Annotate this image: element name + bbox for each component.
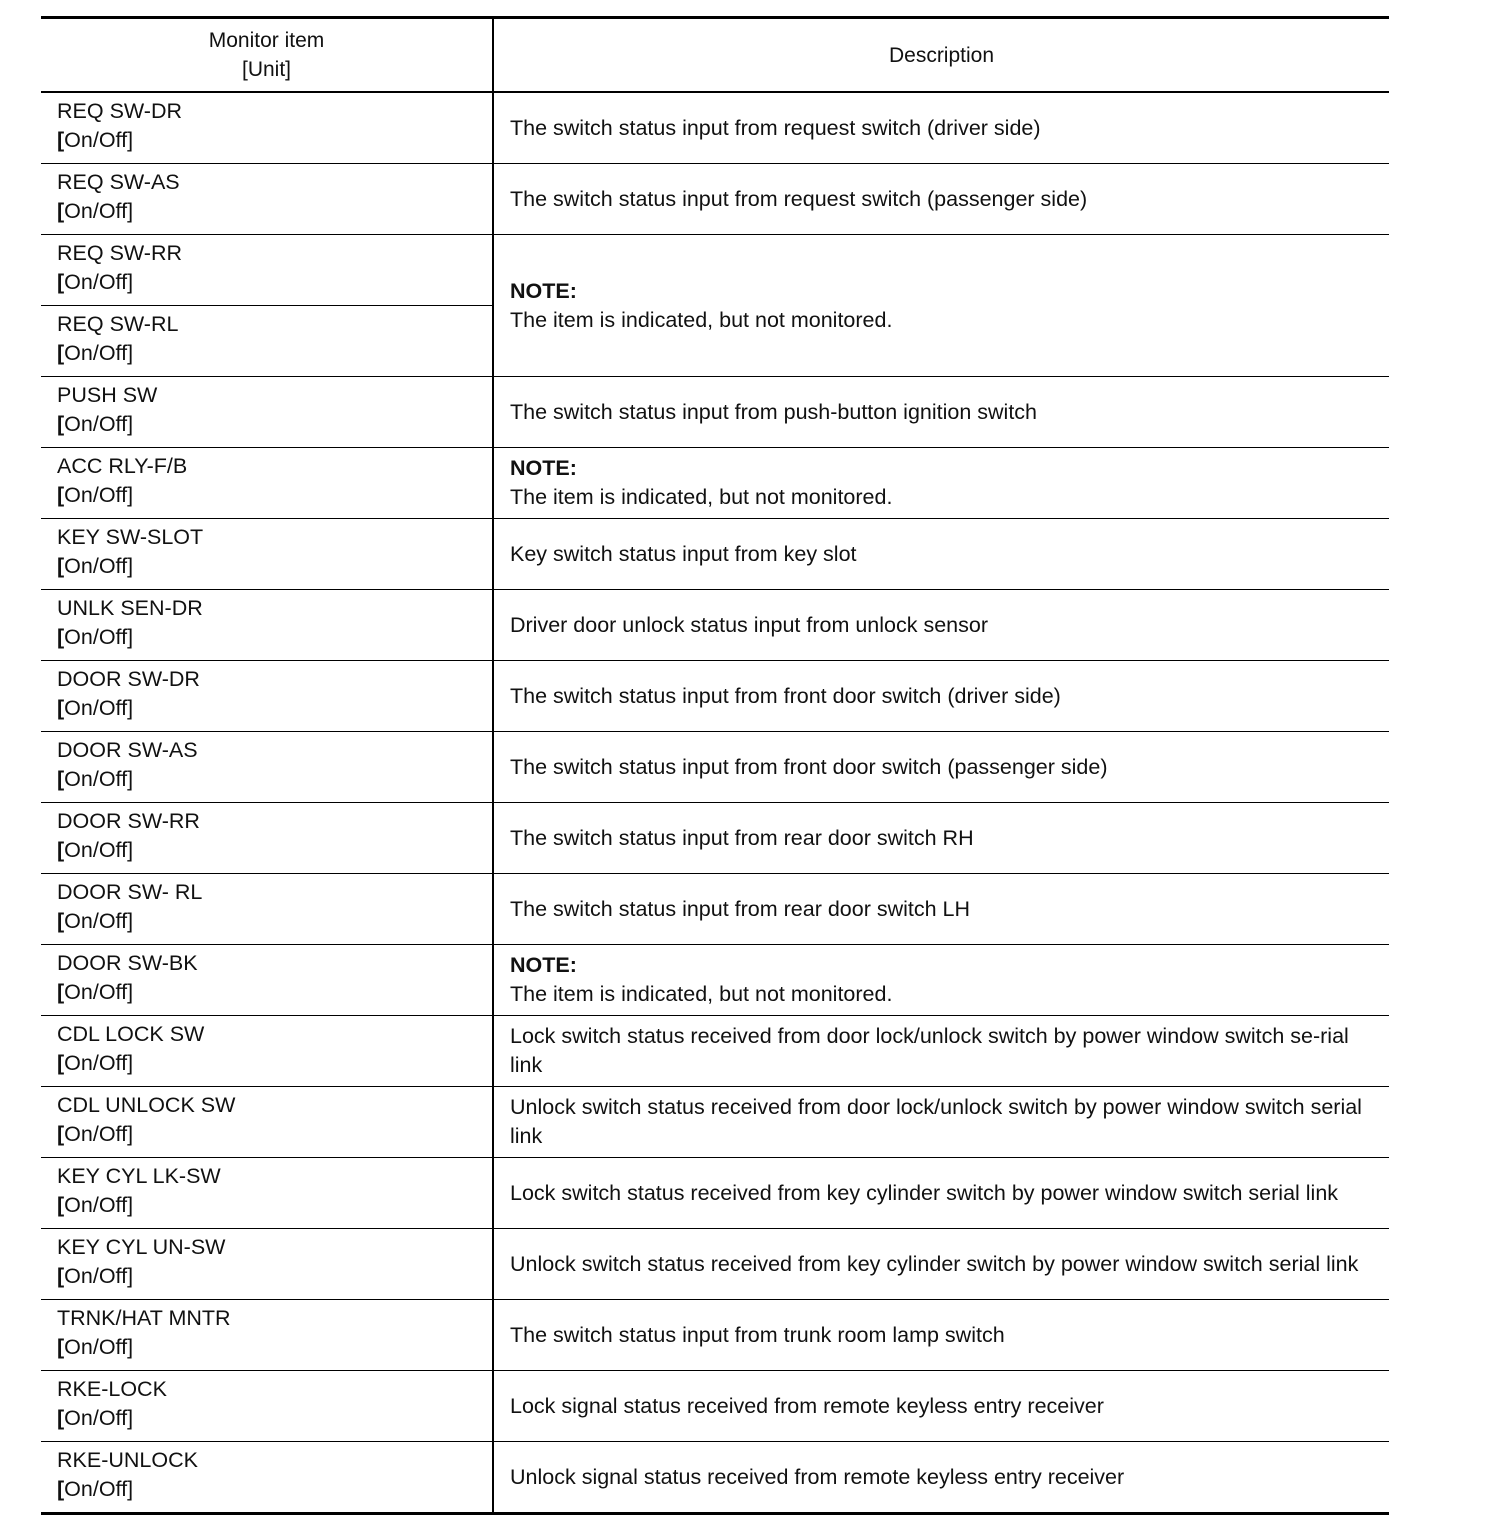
monitor-item-name: CDL UNLOCK SW [57, 1093, 236, 1117]
monitor-item-name: KEY CYL LK-SW [57, 1164, 221, 1188]
monitor-item-cell [41, 874, 493, 945]
description-cell [493, 732, 1389, 803]
monitor-item-unit: [On/Off] [57, 554, 134, 578]
monitor-item-unit: [On/Off] [57, 1051, 134, 1075]
monitor-item-name: DOOR SW-DR [57, 667, 200, 691]
description-text: Key switch status input from key slot [510, 541, 857, 566]
unit-value: On/Off [64, 128, 128, 152]
monitor-item-cell [41, 306, 493, 377]
table-row [41, 164, 1389, 235]
monitor-item-unit: [On/Off] [57, 909, 134, 933]
description-cell [493, 1158, 1389, 1229]
monitor-item-name: REQ SW-RL [57, 312, 179, 336]
monitor-item-unit: [On/Off] [57, 625, 134, 649]
monitor-item-name: ACC RLY-F/B [57, 454, 188, 478]
monitor-item-unit: [On/Off] [57, 1193, 134, 1217]
note-label: NOTE: [510, 953, 577, 977]
monitor-item-cell [41, 1158, 493, 1229]
table-row [41, 590, 1389, 661]
table-row [41, 235, 1389, 306]
table-row [41, 1300, 1389, 1371]
note-label: NOTE: [510, 278, 577, 303]
monitor-item-cell [41, 1442, 493, 1514]
description-cell [493, 1371, 1389, 1442]
note-text: The item is indicated, but not monitored. [510, 485, 893, 509]
unit-value: On/Off [64, 1335, 128, 1359]
monitor-item-unit: [On/Off] [57, 980, 134, 1004]
monitor-item-name: DOOR SW-BK [57, 951, 198, 975]
table-row [41, 92, 1389, 164]
table-row [41, 1016, 1389, 1087]
description-text: The switch status input from push-button ignition switch [510, 399, 1038, 424]
monitor-item-cell [41, 1229, 493, 1300]
monitor-item-cell [41, 164, 493, 235]
description-cell [493, 1016, 1389, 1087]
table-row [41, 1229, 1389, 1300]
monitor-item-name: REQ SW-RR [57, 241, 183, 265]
table-row [41, 732, 1389, 803]
description-cell [493, 590, 1389, 661]
monitor-item-name: TRNK/HAT MNTR [57, 1306, 231, 1330]
monitor-item-unit: [On/Off] [57, 696, 134, 720]
description-cell [493, 1300, 1389, 1371]
monitor-item-name: PUSH SW [57, 383, 158, 407]
monitor-item-header-line1: Monitor item [208, 29, 325, 52]
monitor-item-unit: [On/Off] [57, 767, 134, 791]
description-cell [493, 874, 1389, 945]
monitor-item-name: RKE-LOCK [57, 1377, 167, 1401]
table-row [41, 874, 1389, 945]
monitor-item-cell [41, 235, 493, 306]
description-cell [493, 1087, 1389, 1158]
monitor-item-name: REQ SW-DR [57, 99, 183, 123]
description-text: Unlock signal status received from remote keyless entry receiver [510, 1464, 1125, 1489]
monitor-item-name: DOOR SW- RL [57, 880, 203, 904]
unit-value: On/Off [64, 909, 128, 933]
monitor-item-unit: [On/Off] [57, 1406, 134, 1430]
description-text: The switch status input from front door switch (passenger side) [510, 754, 1108, 779]
header-row [41, 18, 1389, 93]
description-text: Lock switch status received from door lock/unlock switch by power window switch se-rial link [510, 1024, 1349, 1077]
monitor-item-unit: [On/Off] [57, 483, 134, 507]
description-cell [493, 235, 1389, 377]
monitor-item-cell [41, 1371, 493, 1442]
monitor-item-name: DOOR SW-RR [57, 809, 200, 833]
monitor-item-unit: [On/Off] [57, 1264, 134, 1288]
description-text: The switch status input from front door switch (driver side) [510, 683, 1061, 708]
description-cell [493, 164, 1389, 235]
monitor-item-unit: [On/Off] [57, 128, 134, 152]
description-cell [493, 448, 1389, 519]
table-row [41, 377, 1389, 448]
note-text: The item is indicated, but not monitored. [510, 307, 893, 332]
monitor-item-cell [41, 732, 493, 803]
description-cell [493, 945, 1389, 1016]
description-text: The switch status input from request switch (driver side) [510, 115, 1041, 140]
monitor-item-cell [41, 803, 493, 874]
description-text: The switch status input from rear door switch LH [510, 896, 971, 921]
description-text: Lock switch status received from key cylinder switch by power window switch serial link [510, 1180, 1339, 1205]
monitor-item-cell [41, 519, 493, 590]
monitor-item-cell [41, 945, 493, 1016]
table-row [41, 945, 1389, 1016]
monitor-item-name: REQ SW-AS [57, 170, 180, 194]
monitor-item-unit: [On/Off] [57, 1477, 134, 1501]
description-cell [493, 1229, 1389, 1300]
monitor-item-header-line2: [Unit] [241, 58, 291, 81]
description-text: Unlock switch status received from door lock/unlock switch by power window switch serial link [510, 1095, 1362, 1148]
table-row [41, 1158, 1389, 1229]
note-text: The item is indicated, but not monitored. [510, 982, 893, 1006]
description-cell [493, 519, 1389, 590]
monitor-item-cell [41, 1300, 493, 1371]
description-cell [493, 92, 1389, 164]
monitor-item-name: CDL LOCK SW [57, 1022, 205, 1046]
table-row [41, 1087, 1389, 1158]
unit-value: On/Off [64, 1193, 128, 1217]
monitor-item-table [41, 16, 1389, 1515]
table-row [41, 1442, 1389, 1514]
description-cell [493, 1442, 1389, 1514]
monitor-item-unit: [On/Off] [57, 412, 134, 436]
table-row [41, 803, 1389, 874]
unit-value: On/Off [64, 767, 128, 791]
unit-value: On/Off [64, 199, 128, 223]
monitor-item-unit: [On/Off] [57, 1122, 134, 1146]
description-header: Description [493, 18, 1389, 93]
table-row [41, 661, 1389, 732]
monitor-item-cell [41, 377, 493, 448]
description-text: Unlock switch status received from key cylinder switch by power window switch serial link [510, 1251, 1359, 1276]
monitor-item-cell [41, 92, 493, 164]
description-cell [493, 377, 1389, 448]
monitor-item-unit: [On/Off] [57, 341, 134, 365]
unit-value: On/Off [64, 838, 128, 862]
monitor-item-cell [41, 590, 493, 661]
description-text: The switch status input from rear door switch RH [510, 825, 974, 850]
unit-value: On/Off [64, 1406, 128, 1430]
unit-value: On/Off [64, 270, 128, 294]
monitor-item-name: UNLK SEN-DR [57, 596, 203, 620]
unit-value: On/Off [64, 625, 128, 649]
description-text: The switch status input from trunk room lamp switch [510, 1322, 1005, 1347]
table-row [41, 1371, 1389, 1442]
unit-value: On/Off [64, 980, 128, 1004]
unit-value: On/Off [64, 483, 128, 507]
unit-value: On/Off [64, 1264, 128, 1288]
unit-value: On/Off [64, 1122, 128, 1146]
monitor-item-header [41, 18, 493, 93]
monitor-item-cell [41, 448, 493, 519]
description-text: Lock signal status received from remote keyless entry receiver [510, 1393, 1104, 1418]
description-cell [493, 661, 1389, 732]
monitor-item-cell [41, 661, 493, 732]
monitor-item-cell [41, 1087, 493, 1158]
unit-value: On/Off [64, 1477, 128, 1501]
table-row [41, 519, 1389, 590]
unit-value: On/Off [64, 341, 128, 365]
unit-value: On/Off [64, 412, 128, 436]
table-row [41, 448, 1389, 519]
description-text: Driver door unlock status input from unlock sensor [510, 612, 988, 637]
description-text: The switch status input from request switch (passenger side) [510, 186, 1088, 211]
monitor-item-unit: [On/Off] [57, 838, 134, 862]
monitor-item-name: KEY SW-SLOT [57, 525, 204, 549]
unit-value: On/Off [64, 696, 128, 720]
unit-value: On/Off [64, 554, 128, 578]
monitor-item-unit: [On/Off] [57, 199, 134, 223]
unit-value: On/Off [64, 1051, 128, 1075]
monitor-item-name: DOOR SW-AS [57, 738, 198, 762]
monitor-item-unit: [On/Off] [57, 270, 134, 294]
monitor-item-name: RKE-UNLOCK [57, 1448, 198, 1472]
monitor-item-unit: [On/Off] [57, 1335, 134, 1359]
monitor-item-name: KEY CYL UN-SW [57, 1235, 226, 1259]
note-label: NOTE: [510, 456, 577, 480]
description-cell [493, 803, 1389, 874]
monitor-item-cell [41, 1016, 493, 1087]
